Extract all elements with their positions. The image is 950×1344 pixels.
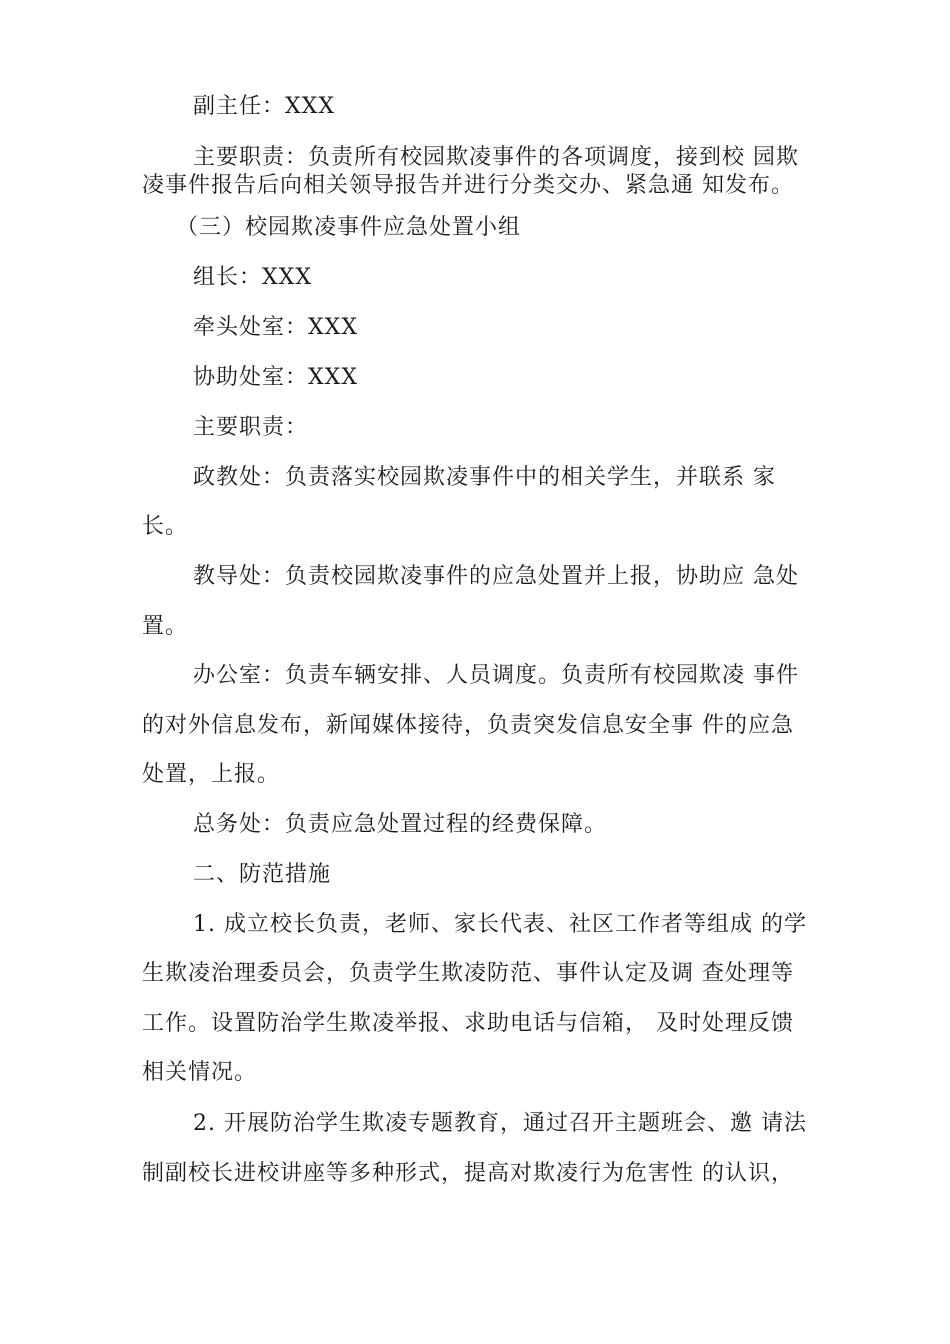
measure-1-line: 工作。设置防治学生欺凌举报、求助电话与信箱， 及时处理反馈 [142,1011,794,1036]
deputy-director-line: 副主任：XXX [193,94,335,119]
measure-2-line: 2. 开展防治学生欺凌专题教育，通过召开主题班会、邀 请法 [193,1111,807,1136]
duties-paragraph-line: 凌事件报告后向相关领导报告并进行分类交办、紧急通 知发布。 [142,173,794,198]
main-duties-label: 主要职责： [193,415,309,440]
logistics-office-line: 总务处：负责应急处置过程的经费保障。 [193,812,608,837]
assist-office-line: 协助处室：XXX [193,365,358,390]
measure-2-line: 制副校长进校讲座等多种形式，提高对欺凌行为危害性 的认识， [142,1161,794,1186]
general-office-line: 的对外信息发布，新闻媒体接待，负责突发信息安全事 件的应急 [142,713,794,738]
measure-1-line: 相关情况。 [142,1060,258,1085]
academic-office-line: 置。 [142,614,189,639]
measure-1-line: 生欺凌治理委员会，负责学生欺凌防范、事件认定及调 查处理等 [142,961,794,986]
academic-office-line: 教导处：负责校园欺凌事件的应急处置并上报，协助应 急处 [193,564,799,589]
section-heading: （三）校园欺凌事件应急处置小组 [176,215,522,240]
prevention-heading: 二、防范措施 [193,862,332,887]
general-office-line: 办公室：负责车辆安排、人员调度。负责所有校园欺凌 事件 [193,663,799,688]
measure-1-line: 1. 成立校长负责，老师、家长代表、社区工作者等组成 的学 [193,912,807,937]
general-office-line: 处置，上报。 [142,762,281,787]
political-office-line: 政教处：负责落实校园欺凌事件中的相关学生，并联系 家 [193,465,776,490]
duties-paragraph-line: 主要职责：负责所有校园欺凌事件的各项调度，接到校 园欺 [193,145,799,170]
group-leader-line: 组长：XXX [193,265,312,290]
political-office-line: 长。 [142,514,189,539]
lead-office-line: 牵头处室：XXX [193,315,358,340]
